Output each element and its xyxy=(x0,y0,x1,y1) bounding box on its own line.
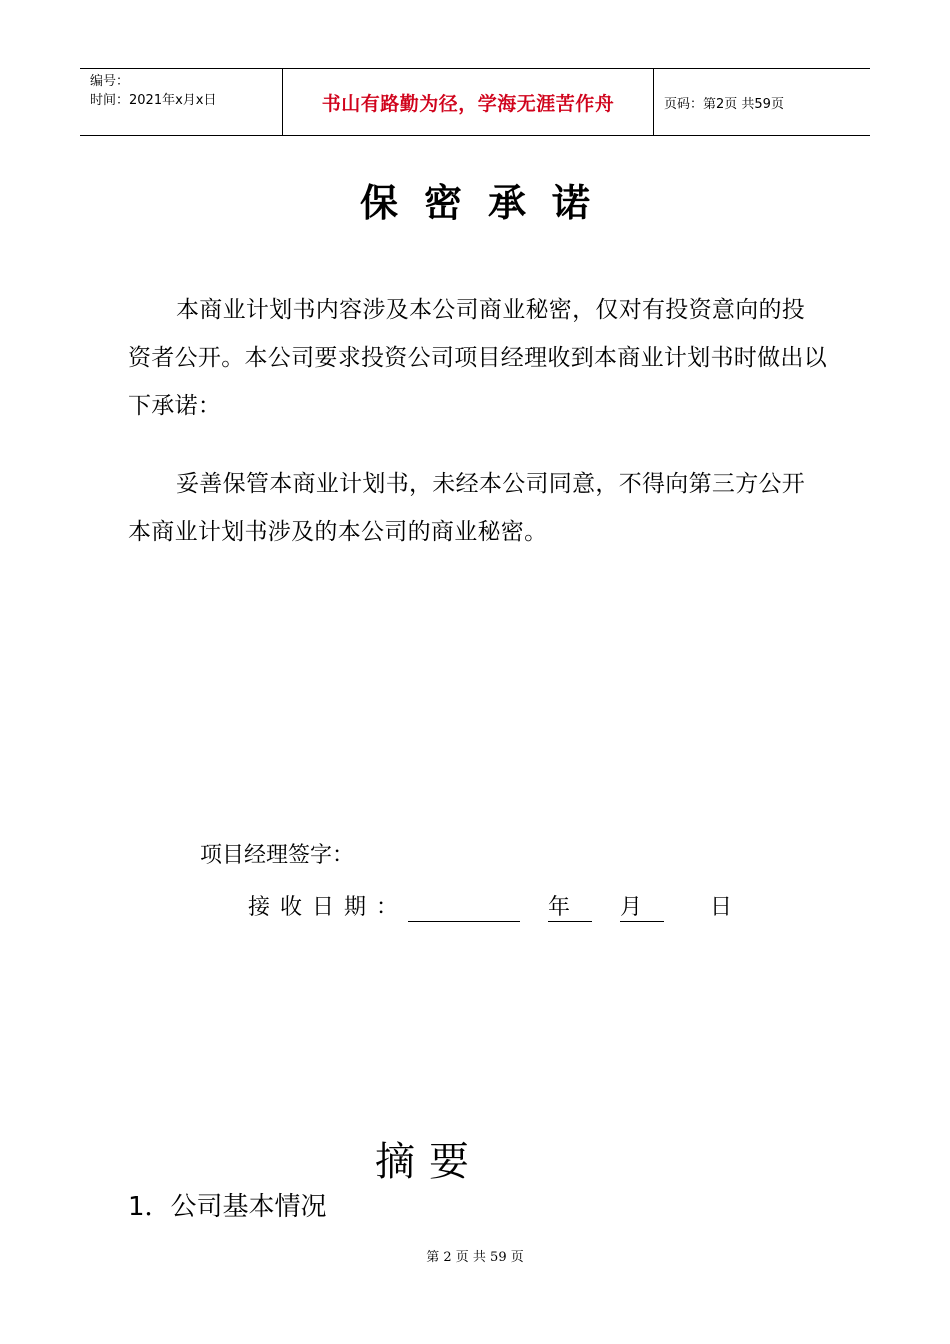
receive-date-row xyxy=(248,890,732,922)
confidentiality-paragraph-2: 妥善保管本商业计划书，未经本公司同意，不得向第三方公开本商业计划书涉及的本公司的商业秘密。 xyxy=(128,471,806,545)
day-label: 日 xyxy=(710,895,733,920)
summary-heading: 摘要 xyxy=(375,1139,483,1185)
year-label: 年 xyxy=(548,890,592,922)
page-header xyxy=(80,68,870,136)
header-page-info: 页码：第2页 共59页 xyxy=(664,96,784,112)
header-motto-cell xyxy=(282,69,654,135)
page-title: 保密承诺 xyxy=(359,181,616,225)
header-meta xyxy=(80,69,282,135)
month-label: 月 xyxy=(620,890,664,922)
document-number-label: 编号： xyxy=(90,74,130,89)
receive-date-label: 接收日期： xyxy=(248,895,409,920)
confidentiality-paragraph-1: 本商业计划书内容涉及本公司商业秘密，仅对有投资意向的投资者公开。本公司要求投资公司项目经理收到本商业计划书时做出以下承诺： xyxy=(128,297,827,419)
section-heading: 1．公司基本情况 xyxy=(128,1192,327,1222)
document-time-label: 时间：2021年x月x日 xyxy=(90,93,217,108)
date-blank-line xyxy=(408,897,520,922)
page-footer: 第 2 页 共 59 页 xyxy=(426,1250,524,1265)
manager-signature-label: 项目经理签字： xyxy=(200,843,355,868)
header-motto: 书山有路勤为径，学海无涯苦作舟 xyxy=(321,92,615,115)
